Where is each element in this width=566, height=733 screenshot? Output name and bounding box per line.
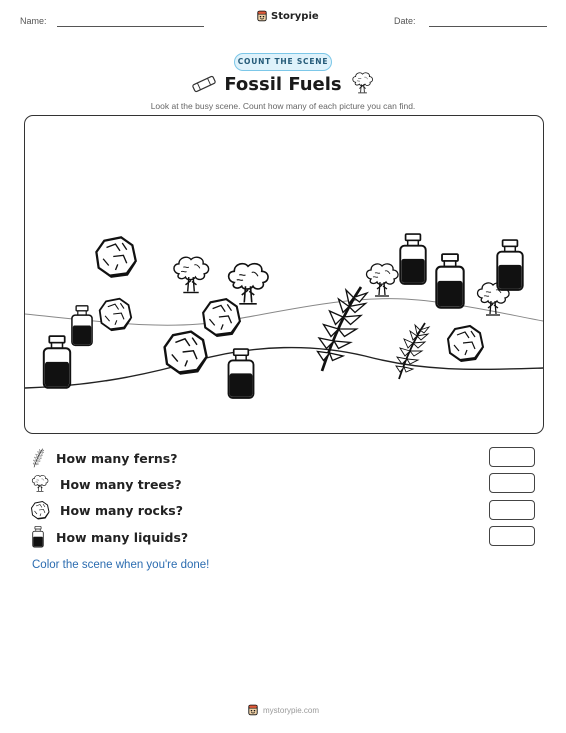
scene-tree xyxy=(229,264,268,304)
scene-rock xyxy=(165,332,207,375)
question-rocks xyxy=(30,500,183,520)
scene-rock xyxy=(100,299,132,331)
scene-liquid-jar xyxy=(497,240,522,290)
footer-url: mystorypie.com xyxy=(262,705,319,715)
scene-rock xyxy=(203,299,240,337)
brand-logo xyxy=(256,10,319,22)
storypie-mascot-icon xyxy=(256,10,268,22)
scene-liquid-jar xyxy=(44,336,70,388)
date-label: Date: xyxy=(394,16,416,26)
question-text: How many liquids? xyxy=(56,529,189,545)
tree-decoration-icon xyxy=(350,71,375,96)
question-liquids xyxy=(30,527,188,547)
instructions: Look at the busy scene. Count how many of each picture you can find. xyxy=(150,101,416,111)
scene-liquid-jar xyxy=(400,234,425,284)
storypie-mascot-icon xyxy=(247,704,259,716)
coloring-note: Color the scene when you're done! xyxy=(32,559,210,571)
scene-liquid-jar xyxy=(229,349,254,398)
scene-rock xyxy=(448,326,483,362)
question-text: How many ferns? xyxy=(56,450,178,466)
footer xyxy=(0,704,566,716)
activity-type-badge: COUNT THE SCENE xyxy=(234,53,332,71)
rock-icon xyxy=(30,500,50,520)
answer-box-liquids[interactable] xyxy=(489,526,535,546)
answer-box-rocks[interactable] xyxy=(489,500,535,520)
scene-fern xyxy=(318,287,368,371)
scene-liquid-jar xyxy=(436,254,463,308)
scene-drawing xyxy=(25,116,543,433)
answer-box-ferns[interactable] xyxy=(489,447,535,467)
answer-box-trees[interactable] xyxy=(489,473,535,493)
name-field[interactable] xyxy=(57,26,204,27)
scene-tree xyxy=(367,264,399,296)
scene-liquid-jar xyxy=(72,306,92,345)
brand-name: Storypie xyxy=(271,10,319,22)
scene-rock xyxy=(96,237,135,278)
question-text: How many trees? xyxy=(60,476,182,492)
date-field[interactable] xyxy=(429,26,547,27)
liquid-jar-icon xyxy=(30,526,46,548)
page-title: Fossil Fuels xyxy=(224,74,342,95)
fern-icon xyxy=(30,448,46,468)
question-text: How many rocks? xyxy=(60,502,183,518)
scene-tree xyxy=(174,257,209,292)
scene-fern xyxy=(396,323,429,379)
tree-icon xyxy=(30,474,50,494)
question-trees xyxy=(30,474,182,494)
counting-scene xyxy=(24,115,544,434)
question-ferns xyxy=(30,448,177,468)
name-label: Name: xyxy=(20,16,47,26)
